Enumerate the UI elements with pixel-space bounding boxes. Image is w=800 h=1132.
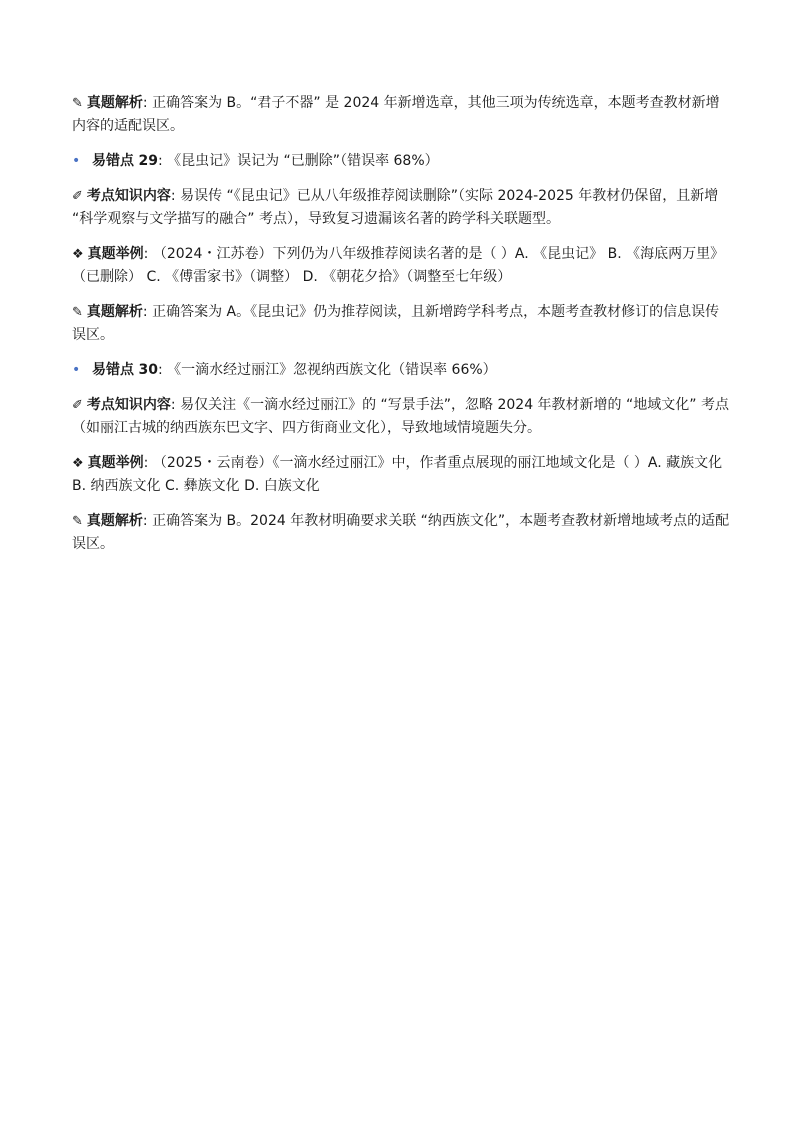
error-point-text: 《一滴水经过丽江》忽视纳西族文化（错误率 66%）	[167, 362, 497, 378]
label-colon: :	[170, 188, 176, 204]
knowledge-paragraph-1	[72, 185, 732, 231]
pencil-icon: ✐	[72, 189, 83, 204]
knowledge-text: 易仅关注《一滴水经过丽江》的 “写景手法”，忽略 2024 年教材新增的 “地域文化” 考点（如丽江古城的纳西族东巴文字、四方街商业文化），导致地域情境题失分。	[72, 397, 729, 436]
diamond-icon: ❖	[72, 247, 84, 262]
analysis-paragraph-3	[72, 510, 732, 556]
analysis-text: 正确答案为 A。《昆虫记》仍为推荐阅读，且新增跨学科考点，本题考查教材修订的信息误传误区。	[72, 304, 720, 343]
example-label: 真题举例	[87, 455, 144, 471]
error-point-text: 《昆虫记》误记为 “已删除”（错误率 68%）	[167, 153, 439, 169]
example-text: （2025・云南卷）《一滴水经过丽江》中，作者重点展现的丽江地域文化是（ ）A. 藏族文化 B. 纳西族文化 C. 彝族文化 D. 白族文化	[72, 455, 723, 494]
label-colon: :	[157, 362, 163, 378]
label-colon: :	[142, 304, 148, 320]
label-colon: :	[170, 397, 176, 413]
label-colon: :	[143, 455, 149, 471]
bullet-dot-icon: •	[72, 153, 81, 169]
knowledge-text: 易误传 “《昆虫记》已从八年级推荐阅读删除”（实际 2024-2025 年教材仍保留，且新增 “科学观察与文学描写的融合” 考点），导致复习遗漏该名著的跨学科关联题型。	[72, 188, 719, 227]
example-paragraph-2	[72, 452, 732, 498]
analysis-label: 真题解析	[86, 513, 143, 529]
error-point-29	[72, 150, 732, 173]
pencil-icon: ✎	[72, 96, 83, 111]
knowledge-paragraph-2	[72, 394, 732, 440]
analysis-paragraph-2	[72, 301, 732, 347]
pencil-icon: ✐	[72, 398, 83, 413]
analysis-label: 真题解析	[86, 95, 143, 111]
example-paragraph-1	[72, 243, 732, 289]
pencil-icon: ✎	[72, 514, 83, 529]
label-colon: :	[142, 95, 148, 111]
label-colon: :	[143, 246, 149, 262]
label-colon: :	[142, 513, 148, 529]
diamond-icon: ❖	[72, 456, 84, 471]
example-text: （2024・江苏卷）下列仍为八年级推荐阅读名著的是（ ）A. 《昆虫记》 B. 《海底两万里》（已删除） C. 《傅雷家书》（调整） D. 《朝花夕拾》（调整至七年级）	[72, 246, 725, 285]
example-label: 真题举例	[87, 246, 144, 262]
bullet-dot-icon: •	[72, 362, 81, 378]
analysis-text: 正确答案为 B。2024 年教材明确要求关联 “纳西族文化”，本题考查教材新增地域考点的适配误区。	[72, 513, 730, 552]
analysis-label: 真题解析	[86, 304, 143, 320]
error-point-label: 易错点	[92, 153, 134, 169]
pencil-icon: ✎	[72, 305, 83, 320]
label-colon: :	[157, 153, 163, 169]
knowledge-label: 考点知识内容	[86, 397, 171, 413]
document-page	[72, 92, 732, 568]
analysis-text: 正确答案为 B。“君子不器” 是 2024 年新增选章，其他三项为传统选章，本题考查教材新增内容的适配误区。	[72, 95, 720, 134]
error-point-number: 29	[138, 153, 158, 169]
error-point-number: 30	[138, 362, 158, 378]
knowledge-label: 考点知识内容	[86, 188, 171, 204]
analysis-paragraph-1	[72, 92, 732, 138]
error-point-30	[72, 359, 732, 382]
error-point-label: 易错点	[92, 362, 134, 378]
